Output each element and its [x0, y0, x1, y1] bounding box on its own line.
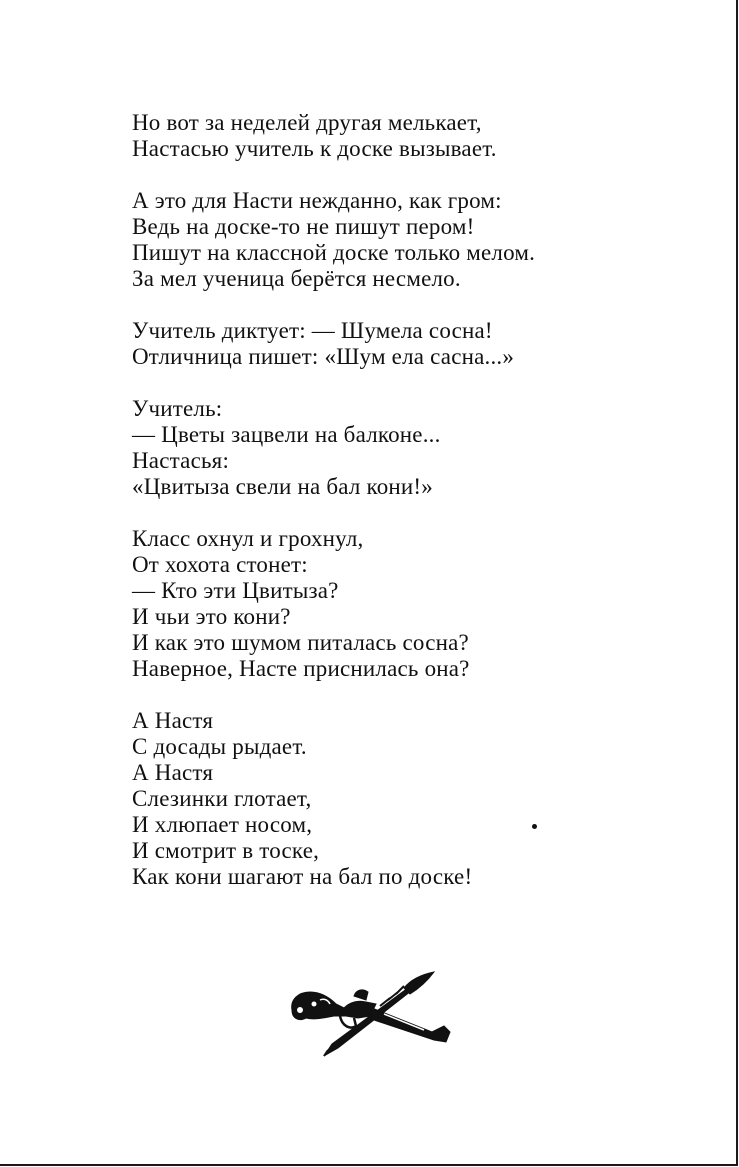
poem-line: — Цветы зацвели на балконе... [132, 422, 441, 447]
stanza-5 [132, 526, 652, 682]
poem-line: Пишут на классной доске только мелом. [132, 240, 536, 265]
poem-line: А это для Насти нежданно, как гром: [132, 188, 502, 213]
poem-line: Как кони шагают на бал по доске! [132, 864, 473, 889]
poem-line: Наверное, Насте приснилась она? [132, 656, 470, 681]
poem-line: За мел ученица берётся несмело. [132, 266, 461, 291]
poem-line: Класс охнул и грохнул, [132, 526, 364, 551]
poem-line: С досады рыдает. [132, 734, 307, 759]
poem-line: И хлюпает носом, [132, 812, 313, 837]
poem-line: А Настя [132, 708, 214, 733]
poem-line: Настасья: [132, 448, 230, 473]
stanza-6 [132, 708, 652, 890]
poem-line: Учитель диктует: — Шумела сосна! [132, 318, 493, 343]
poem-line: И чьи это кони? [132, 604, 291, 629]
poem-line: — Кто эти Цвитыза? [132, 578, 339, 603]
poem-line: Но вот за неделей другая мелькает, [132, 110, 482, 135]
poem-line: Учитель: [132, 396, 223, 421]
poem-line: Отличница пишет: «Шум ела сасна...» [132, 344, 515, 369]
poem-line: Ведь на доске-то не пишут пером! [132, 214, 475, 239]
poem-line: Слезинки глотает, [132, 786, 312, 811]
ink-speck [532, 824, 537, 829]
poem-line: «Цвитыза свели на бал кони!» [132, 474, 433, 499]
poem-line: Настасью учитель к доске вызывает. [132, 136, 497, 161]
stanza-1 [132, 110, 652, 162]
crossed-pistol-and-quill-icon [284, 970, 452, 1060]
stanza-3 [132, 318, 652, 370]
poem-line: И смотрит в тоске, [132, 838, 320, 863]
stanza-2 [132, 188, 652, 292]
stanza-4 [132, 396, 652, 500]
poem-line: От хохота стонет: [132, 552, 308, 577]
poem-line: И как это шумом питалась сосна? [132, 630, 469, 655]
poem-line: А Настя [132, 760, 214, 785]
poem-text [132, 110, 652, 890]
